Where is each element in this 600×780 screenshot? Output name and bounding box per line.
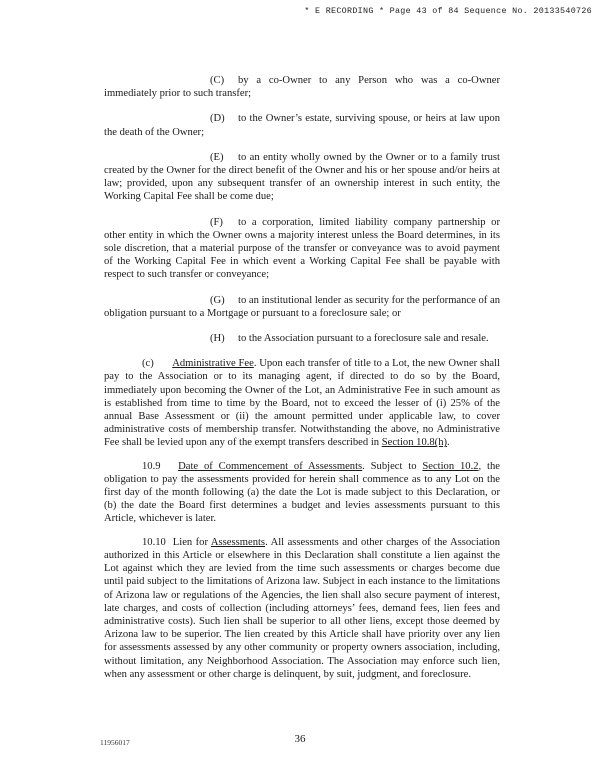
section-10-10-heading: Assessments <box>210 536 266 548</box>
item-text: to a corporation, limited liability company partnership or other entity in which the Owner owns a majority interest unless the Board determines, in its sole discretion, that a material purpose of the transfer or conveyance was to avoid payment of the Working Capital Fee in which event a Working Capital Fee shall be payable with respect to such transfer or conveyance; <box>104 216 500 281</box>
section-number: 10.9 <box>142 460 161 472</box>
section-10-10-heading-prefix: Lien for <box>172 536 211 548</box>
section-10-9-text: . Subject to <box>362 460 423 472</box>
item-text: to the Association pursuant to a foreclosure sale and resale. <box>238 333 489 345</box>
section-10-9-text-end: , the obligation to pay the assessments provided for herein shall commence as to any Lot on the first day of the month following (a) the date the Lot is made subject to this Declaration, or (b) the date the Board first determines a budget and levies assessments pursuant to this Article, whichever is later. <box>104 460 500 525</box>
section-10-9-heading: Date of Commencement of Assessments <box>178 460 363 472</box>
list-item-g <box>104 294 500 320</box>
admin-fee-heading: Administrative Fee <box>172 358 254 370</box>
list-item-h <box>104 332 500 345</box>
item-label: (C) <box>210 75 225 86</box>
list-item-c <box>104 74 500 100</box>
admin-fee-paragraph <box>104 357 500 449</box>
section-number: 10.10 <box>142 536 166 548</box>
list-item-d <box>104 112 500 138</box>
section-10-10-text: . All assessments and other charges of the Association authorized in this Article or elsewhere in this Declaration shall constitute a lien against the Lot against which they are levied from the time such assessments or charges become due until paid subject to the limitations of Arizona law. Subject in each instance to the limitations of Arizona law or regulations of the Agencies, the lien shall also secure payment of interest, late charges, and costs of collection (including attorneys’ fees, demand fees, lien fees and administrative costs). Such lien shall be superior to all other liens, except those deemed by Arizona law to be superior. The lien created by this Article shall have priority over any lien for assessments assessed by any other community or property owners association, including, without limitation, any Neighborhood Association. The Association may enforce such lien, when any assessment or other charge is delinquent, by suit, judgment, and foreclosure. <box>104 536 501 680</box>
admin-fee-text-end: . <box>447 437 450 449</box>
document-code: 11956017 <box>100 738 130 747</box>
item-text: to an institutional lender as security for the performance of an obligation pursuant to a Mortgage or pursuant to a foreclosure sale; or <box>104 294 500 319</box>
document-body <box>104 74 500 681</box>
item-text: by a co-Owner to any Person who was a co-Owner immediately prior to such transfer; <box>104 75 500 100</box>
admin-fee-text: . Upon each transfer of title to a Lot, the new Owner shall pay to the Association or to its managing agent, if directed to do so by the Board, immediately upon becoming the Owner of the Lot, an Administrative Fee in such amount as is established from time to time by the Board, not to exceed the lesser of (i) 25% of the annual Base Assessment or (ii) the amount permitted under applicable law, to cover administrative costs of membership transfer. Notwithstanding the above, no Administrative Fee shall be levied upon any of the exempt transfers described in <box>104 358 500 449</box>
item-label: (G) <box>210 294 225 306</box>
list-item-e <box>104 151 500 204</box>
page-number: 36 <box>294 733 306 745</box>
subsection-label: (c) <box>142 358 154 370</box>
section-reference: Section 10.2 <box>422 460 479 472</box>
item-text: to the Owner’s estate, surviving spouse, or heirs at law upon the death of the Owner; <box>104 113 500 138</box>
section-10-10-paragraph <box>104 536 500 681</box>
item-label: (F) <box>210 216 223 228</box>
item-label: (E) <box>210 151 224 163</box>
item-label: (H) <box>210 333 225 345</box>
recording-header: * E RECORDING * Page 43 of 84 Sequence No. 20133540726 <box>304 6 592 16</box>
item-text: to an entity wholly owned by the Owner or to a family trust created by the Owner for the direct benefit of the Owner and his or her spouse and/or heirs at law; provided, upon any subsequent transfer of an ownership interest in such entity, the Working Capital Fee shall be come due; <box>104 151 500 203</box>
item-label: (D) <box>210 113 225 125</box>
section-10-9-paragraph <box>104 460 500 526</box>
section-reference: Section 10.8(h) <box>381 437 448 449</box>
list-item-f <box>104 216 500 282</box>
